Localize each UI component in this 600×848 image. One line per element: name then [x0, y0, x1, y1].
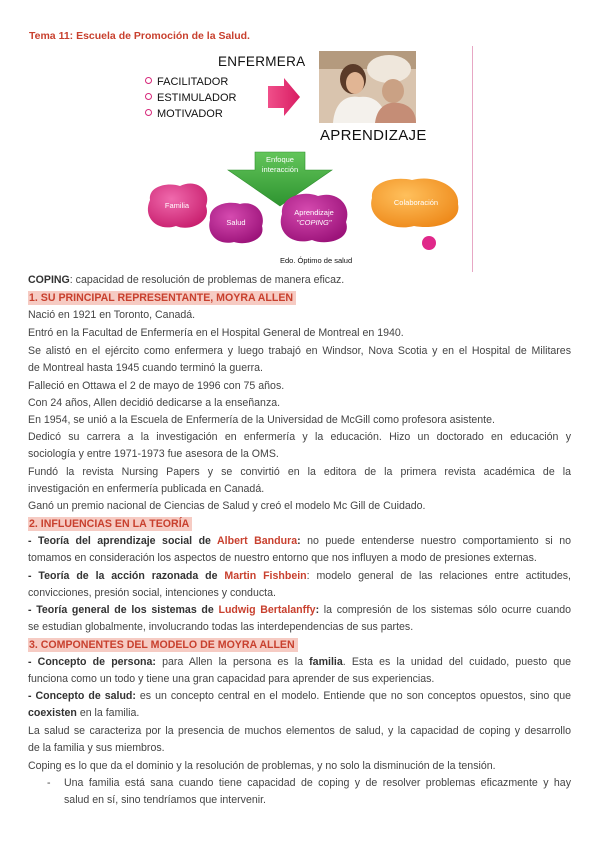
- model-diagram: [0, 0, 600, 280]
- salud-label: Salud: [226, 218, 246, 227]
- coping-definition: COPING: capacidad de resolución de problemas de manera eficaz.: [28, 274, 345, 286]
- role-item: MOTIVADOR: [145, 108, 223, 120]
- section-2-heading: 2. INFLUENCIAS EN LA TEORÍA: [28, 517, 192, 531]
- paragraph-line: convicciones, presión social, intenciones y conducta.: [28, 587, 276, 599]
- section-3-heading: 3. COMPONENTES DEL MODELO DE MOYRA ALLEN: [28, 638, 298, 652]
- edo-optimo-label: Edo. Óptimo de salud: [280, 256, 353, 265]
- enfermera-label: ENFERMERA: [218, 54, 306, 69]
- paragraph-line: tomamos en consideración los aspectos de nuestro entorno que nos influyen a modo de presiones externas.: [28, 552, 537, 564]
- paragraph-line: Coping es lo que da el dominio y la resolución de problemas, y no solo la disminución de la tensión.: [28, 760, 496, 772]
- bullet-line: salud en sí, sino tendríamos que intervenir.: [64, 794, 266, 806]
- bullet-circle-icon: [145, 77, 152, 84]
- paragraph-line: investigación en enfermería publicada en Canadá.: [28, 483, 265, 495]
- bullet-line: Una familia está sana cuando tiene capacidad de coping y de resolver problemas eficazmente y hay: [64, 777, 571, 789]
- paragraph-line: se estudian globalmente, involucrando todas las interdependencias de sus partes.: [28, 621, 414, 633]
- paragraph-line: Con 24 años, Allen decidió dedicarse a la enseñanza.: [28, 397, 281, 409]
- role-item: FACILITADOR: [145, 76, 228, 88]
- interaccion-label: interacción: [261, 165, 299, 174]
- document-title: Tema 11: Escuela de Promoción de la Salud.: [29, 30, 250, 42]
- pink-dot: [422, 236, 436, 250]
- enfoque-label: Enfoque: [266, 155, 294, 164]
- influence-bertalanffy: - Teoría general de los sistemas de Ludwig Bertalanffy: la compresión de los sistemas sólo ocurre cuando: [28, 604, 572, 616]
- paragraph-line: funciona como un todo y tiene una gran capacidad para aprender de sus experiencias.: [28, 673, 435, 685]
- influence-bandura: - Teoría del aprendizaje social de Albert Bandura: no puede entenderse nuestro comportamiento si no: [28, 535, 571, 547]
- influence-fishbein: - Teoría de la acción razonada de Martin Fishbein: modelo general de las relaciones entre actitudes,: [28, 570, 572, 582]
- paragraph-line: de la familia y sus miembros.: [28, 742, 165, 754]
- paragraph-line: Entró en la Facultad de Enfermería en el Hospital General de Montreal en 1940.: [28, 327, 404, 339]
- right-arrow-shape: [268, 78, 300, 116]
- role-item: ESTIMULADOR: [145, 92, 236, 104]
- paragraph-line: coexisten en la familia.: [28, 707, 140, 719]
- bullet-circle-icon: [145, 109, 152, 116]
- coping-blob-label: "COPING": [296, 218, 332, 227]
- familia-label: Familia: [164, 201, 190, 210]
- paragraph-line: Se alistó en el ejército como enfermera y luego trabajó en Windsor, Nova Scotia y en el Hospital de Militares: [28, 345, 571, 357]
- paragraph-line: Nació en 1921 en Toronto, Canadá.: [28, 309, 196, 321]
- paragraph-line: de Montreal hasta 1945 cuando terminó la guerra.: [28, 362, 263, 374]
- nurse-photo: [319, 51, 416, 123]
- decorative-vertical-line: [472, 46, 473, 272]
- paragraph-line: Ganó un premio nacional de Ciencias de Salud y creó el modelo Mc Gill de Cuidado.: [28, 500, 426, 512]
- concepto-salud: - Concepto de salud: es un concepto central en el modelo. Entiende que no son conceptos opuestos, sino que: [28, 690, 571, 702]
- paragraph-line: Fundó la revista Nursing Papers y se convirtió en la editora de la primera revista académica de la: [28, 466, 571, 478]
- paragraph-line: sociología y entre 1971-1973 fue asesora de la OMS.: [28, 448, 279, 460]
- paragraph-line: Dedicó su carrera a la investigación en enfermería y la educación. Hizo un doctorado en educación y: [28, 431, 571, 443]
- colaboracion-label: Colaboración: [393, 198, 439, 207]
- bullet-circle-icon: [145, 93, 152, 100]
- concepto-persona: - Concepto de persona: para Allen la persona es la familia. Esta es la unidad del cuidado, puesto que: [28, 656, 571, 668]
- section-1-heading: 1. SU PRINCIPAL REPRESENTANTE, MOYRA ALLEN: [28, 291, 296, 305]
- paragraph-line: Falleció en Ottawa el 2 de mayo de 1996 con 75 años.: [28, 380, 285, 392]
- paragraph-line: En 1954, se unió a la Escuela de Enfermería de la Universidad de McGill como profesora asistente.: [28, 414, 495, 426]
- diagram-shapes: [0, 0, 600, 280]
- bullet-dash: -: [47, 777, 51, 789]
- aprendizaje-label: APRENDIZAJE: [320, 127, 427, 144]
- nurse-photo-illustration: [319, 51, 416, 123]
- paragraph-line: La salud se caracteriza por la presencia de muchos elementos de salud, y la capacidad de coping y desarrollo: [28, 725, 571, 737]
- aprendizaje-blob-label: Aprendizaje: [294, 208, 334, 217]
